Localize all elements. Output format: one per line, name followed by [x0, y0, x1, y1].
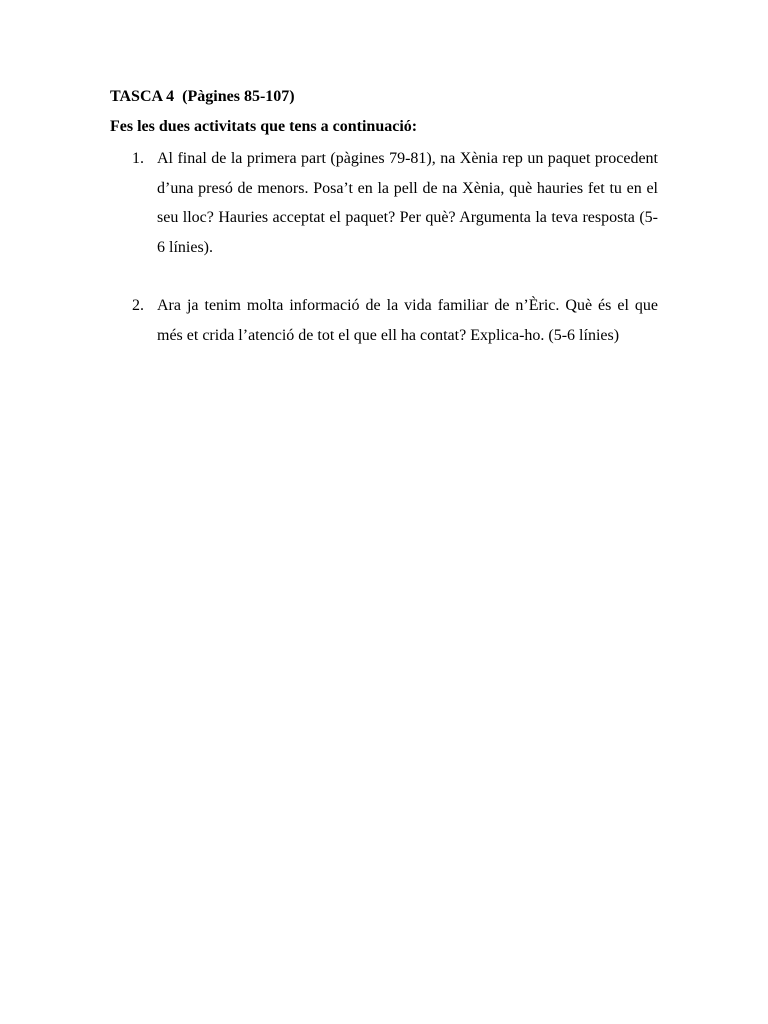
- activity-text: Al final de la primera part (pàgines 79-81), na Xènia rep un paquet procedent d’una presó de menors. Posa’t en la pell de na Xènia, què hauries fet tu en el seu lloc? Hauries acceptat el paquet? Per què? Argumenta la teva resposta (5-6 línies).: [157, 150, 658, 256]
- activity-number: 1.: [132, 150, 144, 167]
- task-title: TASCA 4 (Pàgines 85-107): [110, 88, 295, 105]
- activity-item-1: [110, 144, 658, 262]
- activity-text: Ara ja tenim molta informació de la vida familiar de n’Èric. Què és el que més et crida l’atenció de tot el que ell ha contat? Explica-ho. (5-6 línies): [157, 297, 658, 344]
- instructions-heading: Fes les dues activitats que tens a continuació:: [110, 118, 418, 135]
- activity-item-2: [110, 291, 658, 350]
- document-page: [110, 86, 658, 350]
- activity-number: 2.: [132, 297, 144, 314]
- activity-list: [110, 144, 658, 350]
